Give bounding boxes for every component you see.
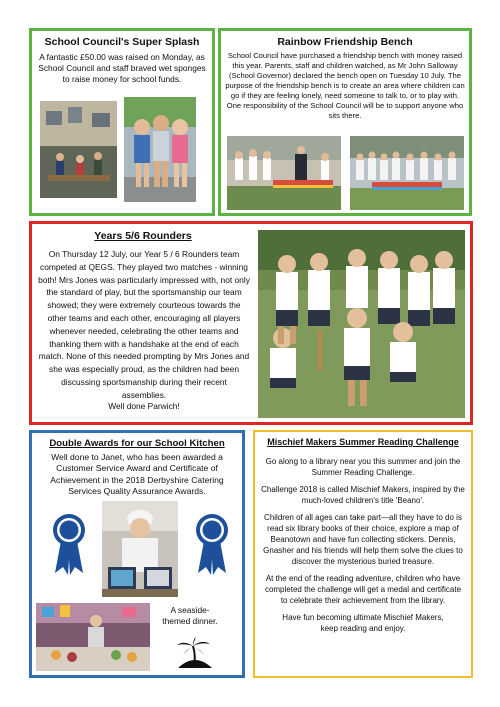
reading-paragraph: Have fun becoming ultimate Mischief Makers, keep reading and enjoy. xyxy=(282,613,444,633)
friendship-bench-body: School Council have purchased a friendship bench with money raised this year. Parents, staff and children watched, as Mr John Salloway (School Governor) declared the bench open on Tuesday 10 July. The purpose of the friendship bench is to create an area where children can go if they are feeling lonely, need someone to talk to, or to play with. One responsibility of the School Council will be to support anyone who sits there. xyxy=(225,51,465,120)
friendship-bench-title: Rainbow Friendship Bench xyxy=(277,36,413,48)
super-splash-photo-playground xyxy=(40,101,117,198)
super-splash-article xyxy=(29,28,215,216)
seaside-dinner-caption: A seaside-themed dinner. xyxy=(162,605,218,627)
reading-paragraph: Go along to a library near you this summer and join the Summer Reading Challenge. xyxy=(265,457,461,477)
rounders-team-photo xyxy=(258,230,465,418)
kitchen-awards-article xyxy=(29,430,245,678)
kitchen-awards-title: Double Awards for our School Kitchen xyxy=(49,438,225,449)
reading-challenge-article xyxy=(253,430,473,678)
reading-challenge-title: Mischief Makers Summer Reading Challenge xyxy=(267,437,459,447)
rounders-title: Years 5/6 Rounders xyxy=(94,230,192,242)
friendship-bench-photo-children xyxy=(350,136,464,210)
rounders-article xyxy=(29,221,473,425)
friendship-bench-article xyxy=(218,28,472,216)
super-splash-photo-children xyxy=(124,97,196,202)
super-splash-title: School Council's Super Splash xyxy=(44,36,200,48)
rosette-icon xyxy=(52,513,86,575)
rounders-closing: Well done Parwich! xyxy=(108,401,180,411)
seaside-dinner-photo xyxy=(36,603,150,671)
kitchen-award-photo xyxy=(102,501,178,597)
rounders-body: On Thursday 12 July, our Year 5 / 6 Rounders team competed at QEGS. They played two matches - winning both! Mrs Jones was particularly impressed with, not only the standard of play, but the sportsmanship our team showed; they were extremely courteous towards the other teams and each other, encouraging all players whenever needed, celebrating the other teams and thanking them with a handshake at the end of each match. None of this needed prompting by Mrs Jones and she was especially proud, as the children had been discussing sportsmanship during their recent assemblies. xyxy=(38,249,250,400)
reading-paragraph: Challenge 2018 is called Mischief Makers, inspired by the much-loved children's title 'Beano'. xyxy=(261,485,465,505)
reading-paragraph: Children of all ages can take part—all they have to do is read six library books of their choice, explore a map of Beanotown and have fun collecting stickers. Dennis, Gnasher and his friends will help them solve the clues to discover the mysterious buried treasure. xyxy=(263,513,463,566)
kitchen-awards-body: Well done to Janet, who has been awarded a Customer Service Award and Certificate of Achievement in the 2018 Derbyshire Catering Services Quality Assurance Awards. xyxy=(50,452,224,497)
super-splash-body: A fantastic £50.00 was raised on Monday, as School Council and staff braved wet sponges to raise money for school funds. xyxy=(38,52,206,84)
friendship-bench-photo-opening xyxy=(227,136,341,210)
reading-paragraph: At the end of the reading adventure, children who have completed the challenge will get a medal and certificate to celebrate their achievement from the library. xyxy=(264,574,462,605)
palm-island-icon xyxy=(174,636,216,670)
rosette-icon xyxy=(195,513,229,575)
